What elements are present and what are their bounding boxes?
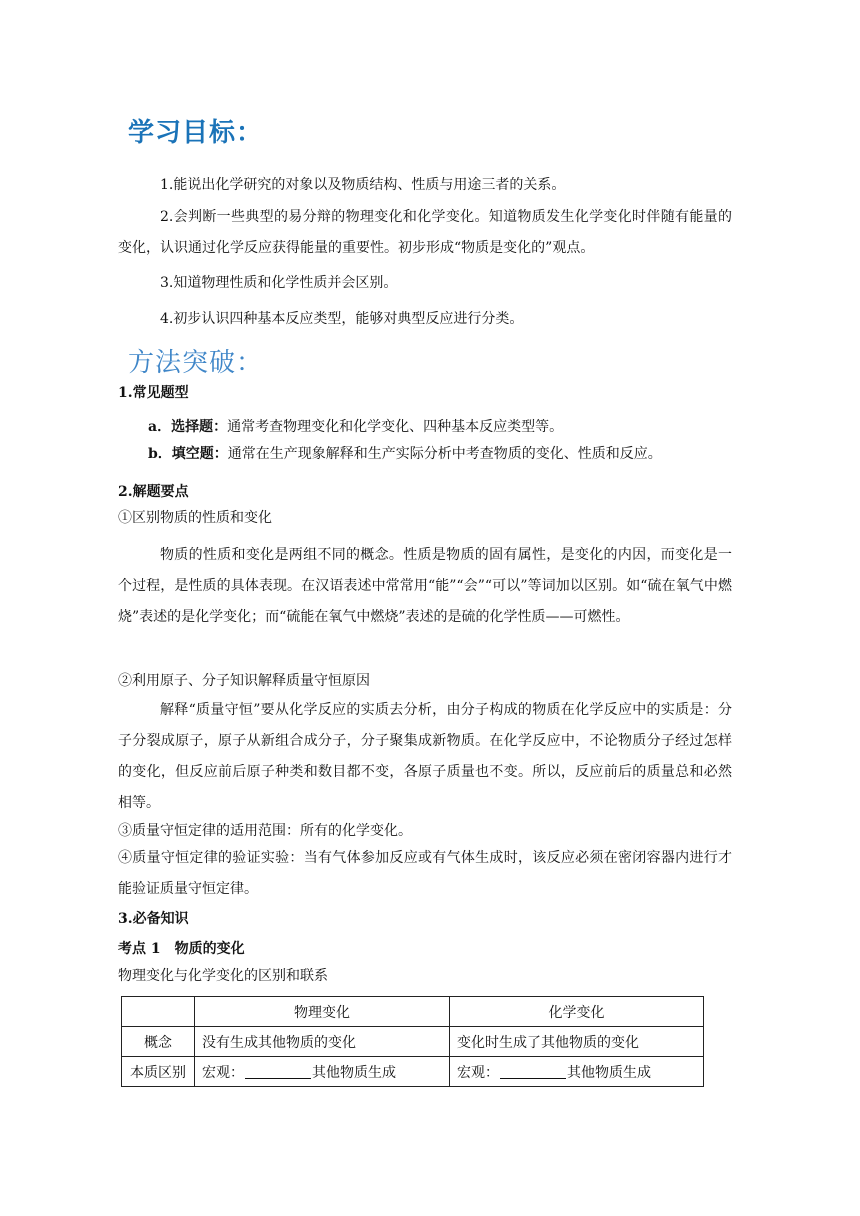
point-4: ④质量守恒定律的验证实验：当有气体参加反应或有气体生成时，该反应必须在密闭容器内进行才能验证质量守恒定律。 [118, 850, 732, 897]
question-type-a-label: a．选择题： [148, 419, 228, 435]
cell-chemical-essence [450, 1057, 704, 1087]
row-label-essence: 本质区别 [122, 1057, 195, 1087]
cell-physical-essence [195, 1057, 450, 1087]
chemical-macro-suffix: 其他物质生成 [567, 1064, 651, 1081]
point-1-title: ①区别物质的性质和变化 [118, 510, 272, 526]
heading-objectives: 学习目标： [128, 118, 264, 148]
physical-macro-prefix: 宏观： [202, 1064, 244, 1081]
point-2-body: 解释“质量守恒”要从化学反应的实质去分析，由分子构成的物质在化学反应中的实质是：分子分裂成原子，原子从新组合成分子，分子聚集成新物质。在化学反应中，不论物质分子经过怎样的变化，但反应前后原子种类和数目都不变，各原子质量也不变。所以，反应前后的质量总和必然相等。 [118, 702, 732, 811]
objective-4: 4.初步认识四种基本反应类型，能够对典型反应进行分类。 [160, 311, 524, 327]
cell-chemical-concept: 变化时生成了其他物质的变化 [450, 1027, 704, 1057]
table-caption: 物理变化与化学变化的区别和联系 [118, 968, 328, 984]
objective-1: 1.能说出化学研究的对象以及物质结构、性质与用途三者的关系。 [160, 177, 566, 193]
physical-macro-suffix: 其他物质生成 [312, 1064, 396, 1081]
comparison-table [121, 996, 704, 1087]
table-header-empty [122, 997, 195, 1027]
cell-physical-concept: 没有生成其他物质的变化 [195, 1027, 450, 1057]
point-3: ③质量守恒定律的适用范围：所有的化学变化。 [118, 823, 412, 839]
row-label-concept: 概念 [122, 1027, 195, 1057]
table-row [122, 1027, 704, 1057]
fill-blank-chemical[interactable] [500, 1064, 566, 1079]
question-type-b-text: 通常在生产现象解释和生产实际分析中考查物质的变化、性质和反应。 [227, 446, 662, 462]
table-header-row [122, 997, 704, 1027]
question-type-b-label: b．填空题： [148, 446, 228, 462]
chemical-macro-prefix: 宏观： [457, 1064, 499, 1081]
section-title-knowledge: 3.必备知识 [118, 911, 189, 927]
section-title-question-types: 1.常见题型 [118, 385, 189, 401]
fill-blank-physical[interactable] [245, 1064, 311, 1079]
table-header-physical: 物理变化 [195, 997, 450, 1027]
point-1-body: 物质的性质和变化是两组不同的概念。性质是物质的固有属性，是变化的内因，而变化是一个过程，是性质的具体表现。在汉语表述中常常用“能”“会”“可以”等词加以区别。如“硫在氧气中燃烧”表述的是化学变化；而“硫能在氧气中燃烧”表述的是硫的化学性质——可燃性。 [118, 547, 732, 625]
table-header-chemical: 化学变化 [450, 997, 704, 1027]
table-row [122, 1057, 704, 1087]
question-type-a-text: 通常考查物理变化和化学变化、四种基本反应类型等。 [227, 419, 564, 435]
question-type-a [148, 416, 563, 438]
objective-3: 3.知道物理性质和化学性质并会区别。 [160, 275, 398, 291]
objective-2: 2.会判断一些典型的易分辩的物理变化和化学变化。知道物质发生化学变化时伴随有能量的变化，认识通过化学反应获得能量的重要性。初步形成“物质是变化的”观点。 [118, 209, 732, 256]
heading-methods: 方法突破： [128, 348, 264, 378]
kaodian-title: 考点 1 物质的变化 [118, 941, 245, 957]
point-2-title: ②利用原子、分子知识解释质量守恒原因 [118, 673, 370, 689]
question-type-b [148, 443, 662, 465]
section-title-key-points: 2.解题要点 [118, 484, 189, 500]
